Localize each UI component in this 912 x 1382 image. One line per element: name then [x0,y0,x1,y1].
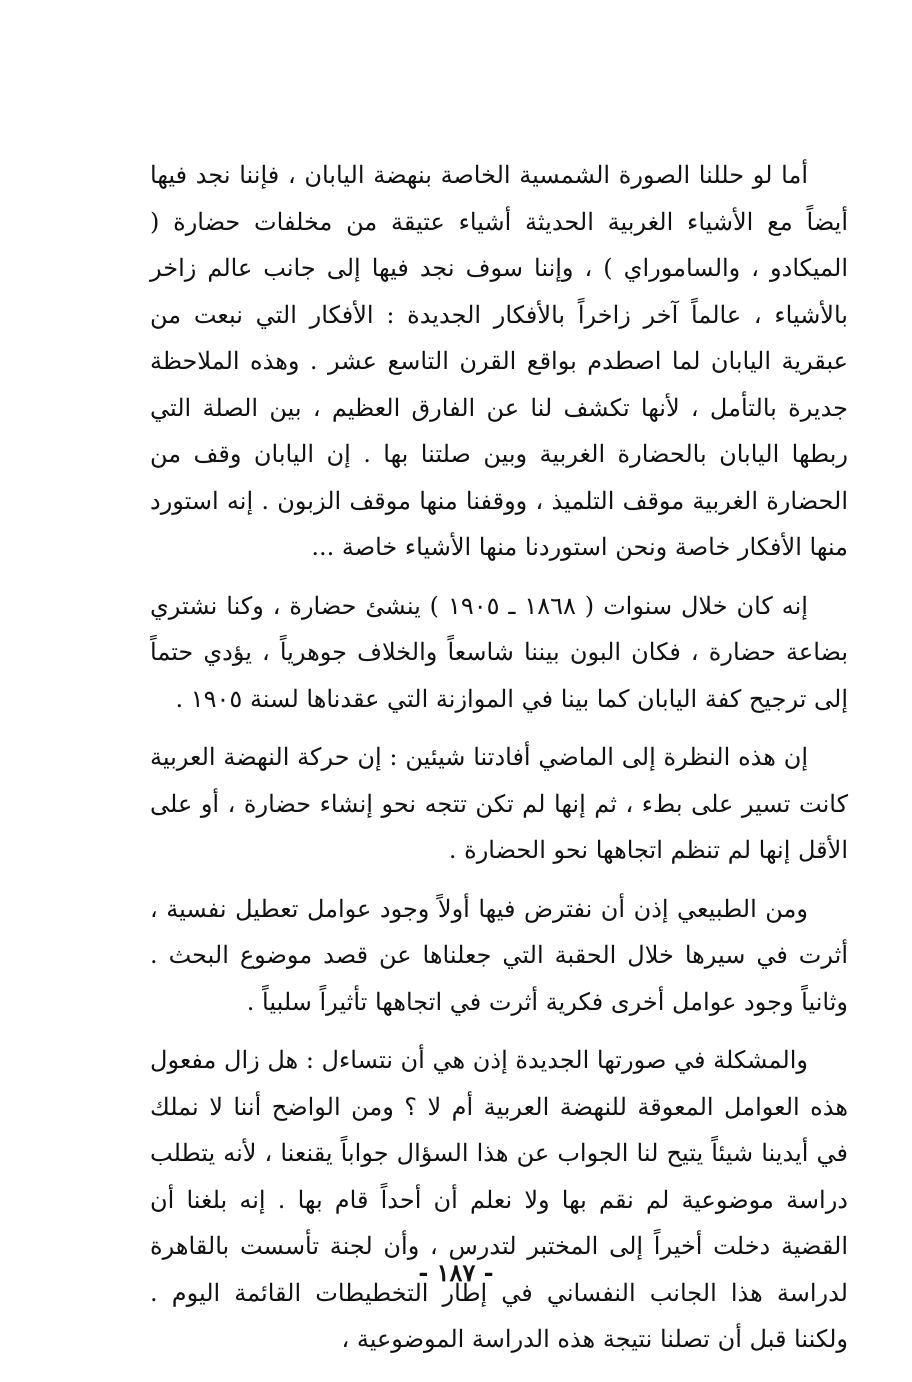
paragraph-1: أما لو حللنا الصورة الشمسية الخاصة بنهضة اليابان ، فإننا نجد فيها أيضاً مع الأشياء الغربية الحديثة أشياء عتيقة من مخلفات حضارة ( الميكادو ، والساموراي ) ، وإننا سوف نجد فيها إلى جانب عالم زاخر بالأشياء ، عالماً آخر زاخراً بالأفكار الجديدة : الأفكار التي نبعت من عبقرية اليابان لما اصطدم بواقع القرن التاسع عشر . وهذه الملاحظة جديرة بالتأمل ، لأنها تكشف لنا عن الفارق العظيم ، بين الصلة التي ربطها اليابان بالحضارة الغربية وبين صلتنا بها . إن اليابان وقف من الحضارة الغربية موقف التلميذ ، ووقفنا منها موقف الزبون . إنه استورد منها الأفكار خاصة ونحن استوردنا منها الأشياء خاصة ... [150,161,849,561]
body-text [150,152,848,1363]
paragraph-4: ومن الطبيعي إذن أن نفترض فيها أولاً وجود عوامل تعطيل نفسية ، أثرت في سيرها خلال الحقبة التي جعلناها عن قصد موضوع البحث . وثانياً وجود عوامل أخرى فكرية أثرت في اتجاهها تأثيراً سلبياً . [150,894,848,1016]
paragraph-5: والمشكلة في صورتها الجديدة إذن هي أن نتساءل : هل زال مفعول هذه العوامل المعوقة للنهضة العربية أم لا ؟ ومن الواضح أننا لا نملك في أيدينا شيئاً يتيح لنا الجواب عن هذا السؤال جواباً يقنعنا ، لأنه يتطلب دراسة موضوعية لم نقم بها ولا نعلم أن أحداً قام بها . إنه بلغنا أن القضية دخلت أخيراً إلى المختبر لتدرس ، وأن لجنة تأسست بالقاهرة لدراسة هذا الجانب النفساني في إطار التخطيطات القائمة اليوم . ولكننا قبل أن تصلنا نتيجة هذه الدراسة الموضوعية ، [150,1046,848,1353]
paragraph-3: إن هذه النظرة إلى الماضي أفادتنا شيئين : إن حركة النهضة العربية كانت تسير على بطء ، ثم إنها لم تكن تتجه نحو إنشاء حضارة ، أو على الأقل إنها لم تنظم اتجاهها نحو الحضارة . [150,743,848,864]
page-number: - ١٨٧ - [418,1258,494,1287]
paragraph-2: إنه كان خلال سنوات ( ١٨٦٨ ـ ١٩٠٥ ) ينشئ حضارة ، وكنا نشتري بضاعة حضارة ، فكان البون بيننا شاسعاً والخلاف جوهرياً ، يؤدي حتماً إلى ترجيح كفة اليابان كما بينا في الموازنة التي عقدناها لسنة ١٩٠٥ . [150,591,848,713]
